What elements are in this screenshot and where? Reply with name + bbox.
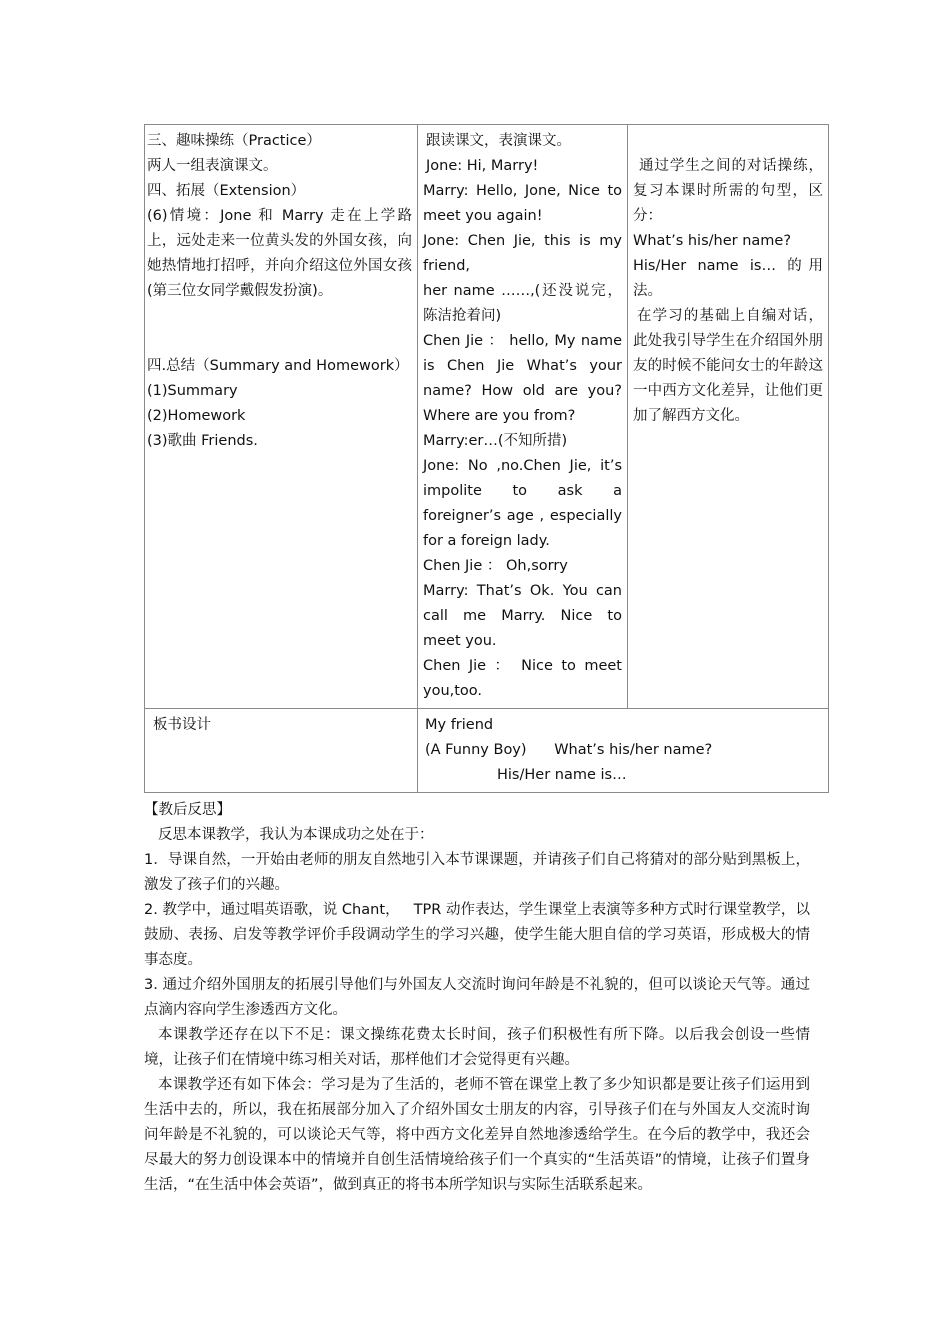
reflection-section <box>144 798 810 1198</box>
homework-item: (2)Homework <box>147 408 246 424</box>
practice-text: 两人一组表演课文。 <box>147 158 278 174</box>
purpose-cell <box>628 125 829 709</box>
summary-heading: 四.总结（Summary and Homework） <box>147 358 409 374</box>
reflection-heading: 【教后反思】 <box>144 802 231 818</box>
table-row-board <box>145 709 829 793</box>
extension-scenario: (6)情境：Jone 和 Marry 走在上学路上，远处走来一位黄头发的外国女孩，向她热情地打招呼，并向介绍这位外国女孩 (第三位女同学戴假发扮演)。 <box>147 208 412 299</box>
song-item: (3)歌曲 Friends. <box>147 433 258 449</box>
reflection-insight: 本课教学还有如下体会：学习是为了生活的，老师不管在课堂上教了多少知识都是要让孩子们运用到生活中去的，所以，我在拓展部分加入了介绍外国女士朋友的内容，引导孩子们在与外国友人交流时询问年龄是不礼貌的，可以谈论天气等，将中西方文化差异自然地渗透给学生。在今后的教学中，我还会尽最大的努力创设课本中的情境并自创生活情境给孩子们一个真实的“生活英语”的情境，让孩子们置身生活，“在生活中体会英语”，做到真正的将书本所学知识与实际生活联系起来。 <box>144 1077 810 1193</box>
dialogue-line: Jone: Chen Jie, this is my friend, <box>423 233 622 274</box>
reflection-intro: 反思本课教学，我认为本课成功之处在于： <box>158 827 434 843</box>
dialogue-line: Marry: That’s Ok. You can call me Marry. Nice to meet you. <box>423 583 622 649</box>
board-label-cell <box>145 709 418 793</box>
reflection-point: 1．导课自然，一开始由老师的朋友自然地引入本节课课题，并请孩子们自己将猜对的部分贴到黑板上，激发了孩子们的兴趣。 <box>144 852 810 893</box>
board-line: (A Funny Boy) What’s his/her name? <box>425 742 713 758</box>
dialogue-line: Jone: No ,no.Chen Jie, it’s impolite to ask a foreigner’s age , especially for a foreign lady. <box>423 458 622 549</box>
dialogue-line: Jone: Hi, Marry! <box>426 158 539 174</box>
dialogue-line: Chen Jie ： hello, My name is Chen Jie What’s your name? How old are you? Where are you from? <box>423 333 622 424</box>
board-content-cell <box>418 709 829 793</box>
spacer <box>633 129 823 154</box>
reflection-point: 3. 通过介绍外国朋友的拓展引导他们与外国友人交流时询问年龄是不礼貌的，但可以谈论天气等。通过点滴内容向学生渗透西方文化。 <box>144 977 810 1018</box>
dialogue-line: her name ……,(还没说完，陈洁抢着问) <box>423 283 622 324</box>
dialogue-intro: 跟读课文，表演课文。 <box>426 133 571 149</box>
dialogue-line: Chen Jie ： Oh,sorry <box>423 558 568 574</box>
reflection-shortcoming: 本课教学还存在以下不足：课文操练花费太长时间，孩子们积极性有所下降。以后我会创设一些情境，让孩子们在情境中练习相关对话，那样他们才会觉得更有兴趣。 <box>144 1027 810 1068</box>
summary-item: (1)Summary <box>147 383 238 399</box>
board-label: 板书设计 <box>153 717 211 733</box>
spacer <box>147 304 412 354</box>
purpose-text: 通过学生之间的对话操练，复习本课时所需的句型，区分： <box>633 158 823 224</box>
board-line: My friend <box>425 717 494 733</box>
purpose-pattern: His/Her name is… 的用法。 <box>633 258 823 299</box>
dialogue-line: Marry: Hello, Jone, Nice to meet you again! <box>423 183 622 224</box>
board-line: His/Her name is… <box>497 767 627 783</box>
dialogue-cell <box>418 125 628 709</box>
practice-heading: 三、趣味操练（Practice） <box>147 133 321 149</box>
activities-cell <box>145 125 418 709</box>
table-row-activities <box>145 125 829 709</box>
lesson-plan-table <box>144 124 829 793</box>
purpose-culture: 在学习的基础上自编对话，此处我引导学生在介绍国外朋友的时候不能问女士的年龄这一中西方文化差异，让他们更加了解西方文化。 <box>633 308 823 424</box>
purpose-pattern: What’s his/her name? <box>633 233 792 249</box>
dialogue-line: Marry:er…(不知所措) <box>423 433 568 449</box>
reflection-point: 2. 教学中，通过唱英语歌，说 Chant， TPR 动作表达，学生课堂上表演等多种方式时行课堂教学，以鼓励、表扬、启发等教学评价手段调动学生的学习兴趣，使学生能大胆自信的学习英语，形成极大的情事态度。 <box>144 902 810 968</box>
dialogue-line: Chen Jie ： Nice to meet you,too. <box>423 658 622 699</box>
extension-heading: 四、拓展（Extension） <box>147 183 306 199</box>
